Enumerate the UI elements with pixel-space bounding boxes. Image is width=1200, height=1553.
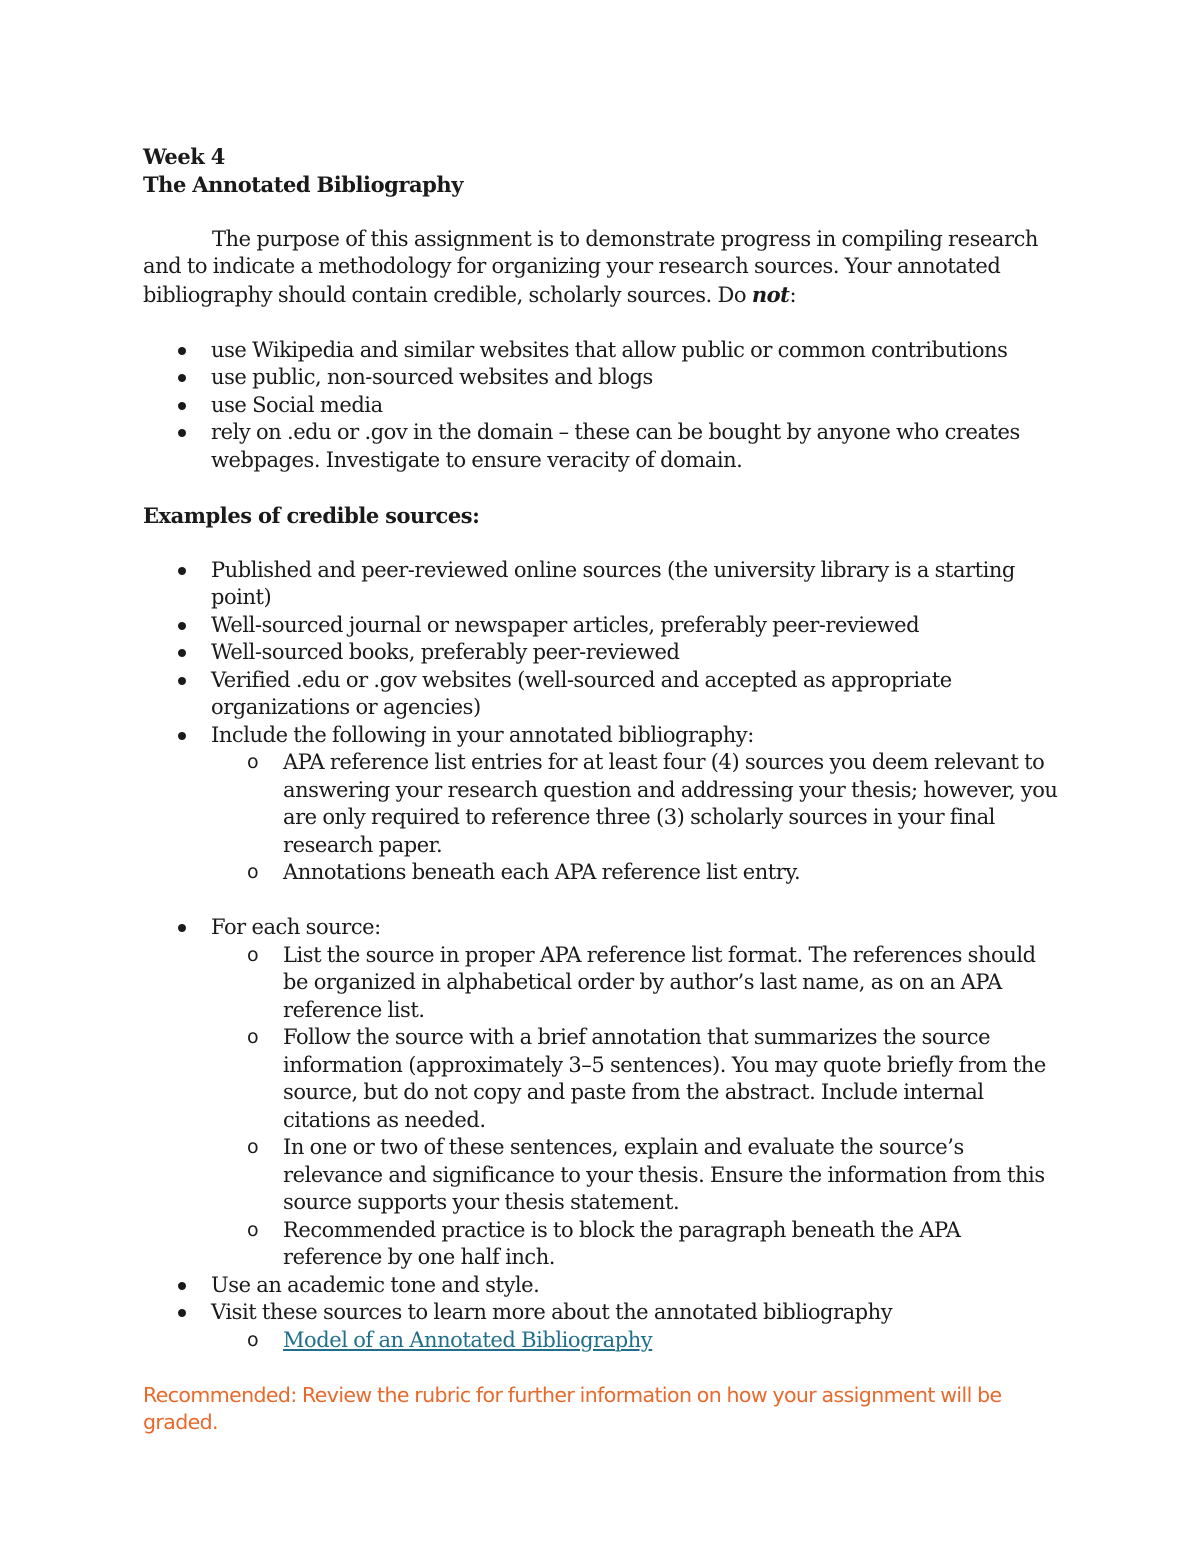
- bullet-icon: [178, 347, 186, 355]
- hollow-bullet-icon: o: [247, 943, 259, 966]
- sub-list-item: o List the source in proper APA reference list format. The references should be organized in alphabetical order by author’s last name, as on an APA reference list.: [247, 942, 1036, 1022]
- sub-list-item: o APA reference list entries for at least four (4) sources you deem relevant to answering your research question and addressing your thesis; however, you are only required to reference three (3) scholarly sources in your final research paper.: [247, 750, 1058, 857]
- intro-paragraph: [143, 226, 1063, 310]
- document-page: [143, 143, 1063, 1437]
- each-source-sublist: [211, 942, 1063, 1272]
- list-item: Well-sourced books, preferably peer-reviewed: [143, 639, 1063, 667]
- sub-list-item: o Annotations beneath each APA reference list entry.: [211, 859, 1063, 887]
- spacer: [211, 887, 1063, 915]
- hollow-bullet-icon: o: [247, 861, 259, 883]
- document-title: The Annotated Bibliography: [143, 171, 463, 197]
- examples-list: [143, 557, 1063, 1355]
- list-item: rely on .edu or .gov in the domain – these can be bought by anyone who creates webpages. Investigate to ensure veracity of domain.: [143, 419, 1063, 474]
- bullet-icon: [178, 1282, 186, 1290]
- visit-item: [143, 1299, 1063, 1354]
- hollow-bullet-icon: o: [247, 1026, 259, 1048]
- list-item: Well-sourced journal or newspaper articles, preferably peer-reviewed: [143, 612, 1063, 640]
- visit-label: Visit these sources to learn more about the annotated bibliography: [211, 1300, 893, 1324]
- hollow-bullet-icon: o: [247, 1328, 259, 1351]
- list-item: Verified .edu or .gov websites (well-sourced and accepted as appropriate organizations or agencies): [143, 667, 1063, 722]
- include-item: [143, 722, 1063, 915]
- hollow-bullet-icon: o: [247, 751, 259, 773]
- sub-list-item: [211, 1327, 1063, 1355]
- hollow-bullet-icon: o: [247, 1218, 259, 1241]
- hollow-bullet-icon: o: [247, 1136, 259, 1158]
- bullet-icon: [178, 429, 186, 437]
- intro-colon: :: [789, 282, 797, 307]
- sub-list-item: o In one or two of these sentences, explain and evaluate the source’s relevance and significance to your thesis. Ensure the information from this source supports your thesis statement.: [247, 1135, 1045, 1214]
- visit-sublist: [211, 1327, 1063, 1355]
- tone-item: Use an academic tone and style.: [143, 1272, 1063, 1300]
- bullet-icon: [178, 677, 186, 685]
- intro-emphasis: not: [751, 281, 790, 307]
- bullet-icon: [178, 567, 186, 575]
- list-item: use public, non-sourced websites and blogs: [143, 364, 1063, 392]
- examples-heading: Examples of credible sources:: [143, 502, 480, 528]
- do-not-list: [143, 337, 1063, 475]
- bullet-icon: [178, 924, 186, 932]
- bullet-icon: [178, 402, 186, 410]
- list-item: use Social media: [143, 392, 1063, 420]
- annotated-bibliography-model-link[interactable]: Model of an Annotated Bibliography: [283, 1327, 653, 1352]
- sub-list-item: o Recommended practice is to block the paragraph beneath the APA reference by one half inch.: [247, 1217, 961, 1269]
- list-item: use Wikipedia and similar websites that allow public or common contributions: [143, 337, 1063, 365]
- bullet-icon: [178, 649, 186, 657]
- bullet-icon: [178, 374, 186, 382]
- recommended-note: Recommended: Review the rubric for further information on how your assignment will be graded.: [143, 1382, 1002, 1434]
- intro-text: The purpose of this assignment is to demonstrate progress in compiling research and to indicate a methodology for organizing your research sources. Your annotated bibliography should contain credible, scholarly sources. Do: [143, 226, 1038, 307]
- each-source-item: [143, 914, 1063, 1272]
- title-block: [143, 143, 1063, 198]
- include-sublist: [211, 749, 1063, 887]
- bullet-icon: [178, 622, 186, 630]
- each-source-label: For each source:: [211, 915, 381, 939]
- bullet-icon: [178, 1309, 186, 1317]
- week-label: Week 4: [143, 144, 225, 169]
- include-label: Include the following in your annotated bibliography:: [211, 722, 754, 747]
- sub-list-item: o Follow the source with a brief annotation that summarizes the source information (approximately 3–5 sentences). You may quote briefly from the source, but do not copy and paste from the abstract. Include internal citations as needed.: [247, 1025, 1046, 1132]
- list-item: Published and peer-reviewed online sources (the university library is a starting point): [143, 557, 1063, 612]
- bullet-icon: [178, 732, 186, 740]
